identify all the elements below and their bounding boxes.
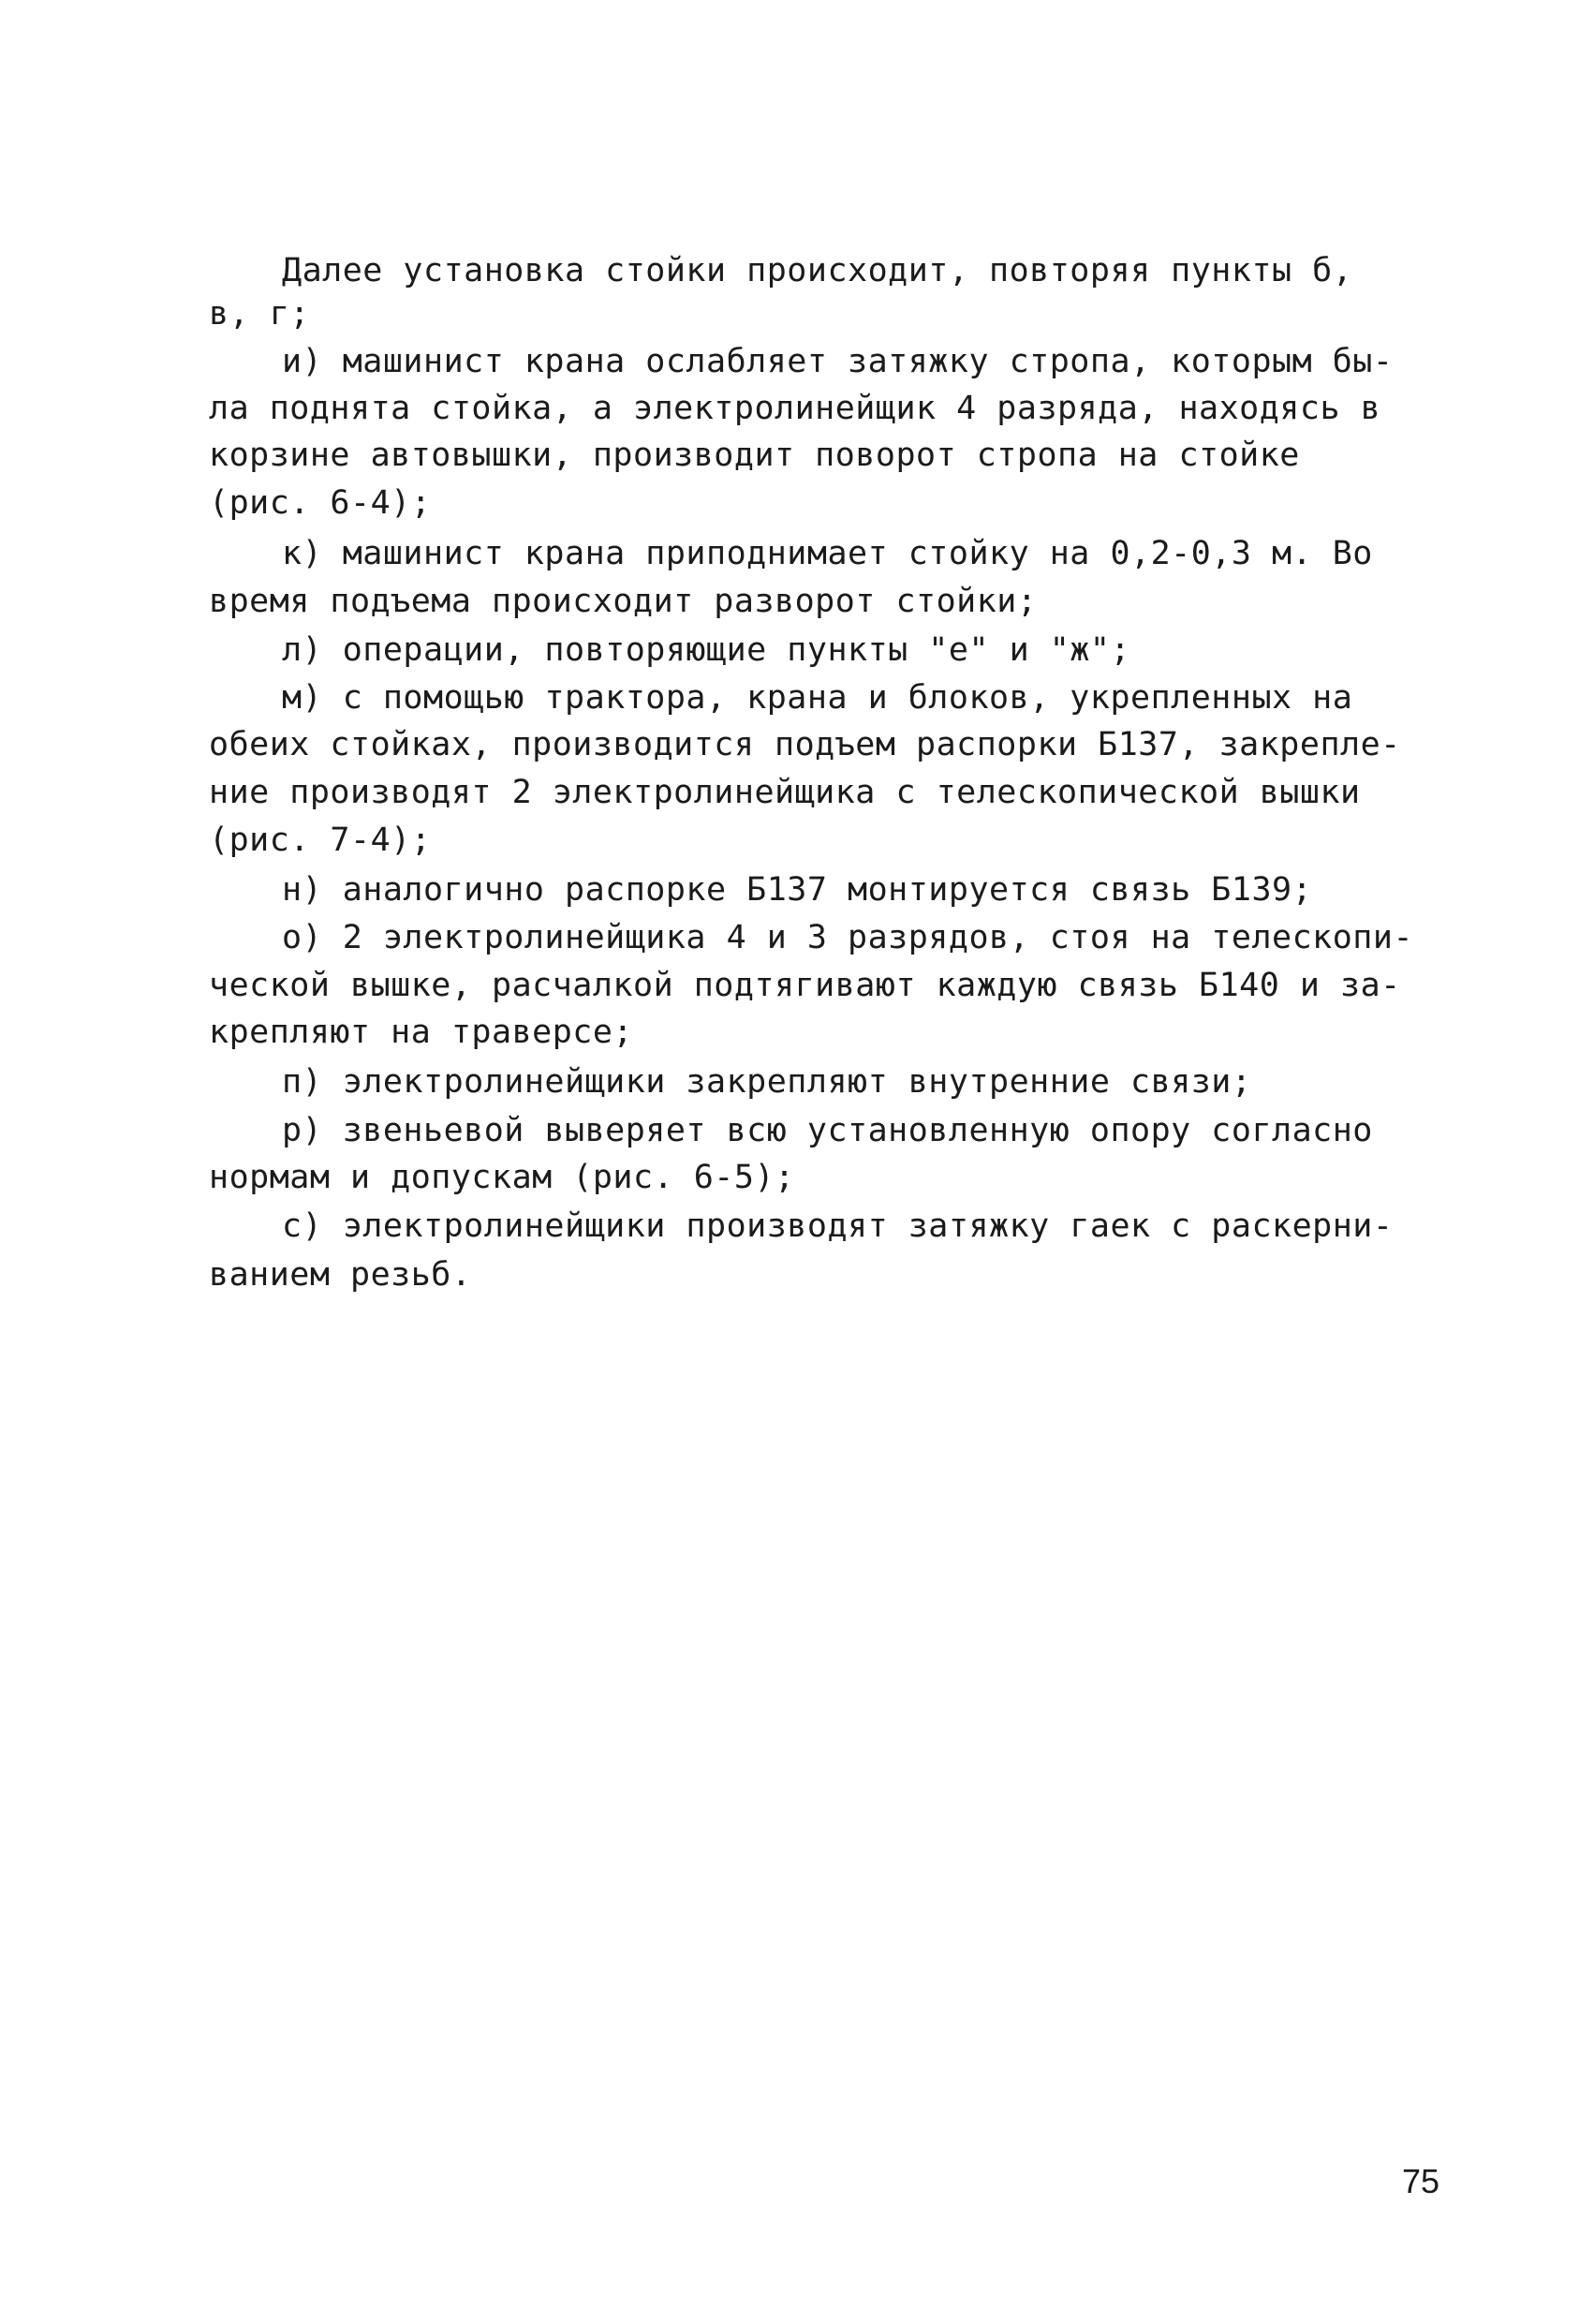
text-line: ла поднята стойка, а электролинейщик 4 разряда, находясь в bbox=[209, 390, 1381, 427]
text-line: ванием резьб. bbox=[209, 1256, 472, 1294]
text-line: к) машинист крана приподнимает стойку на 0,2-0,3 м. Во bbox=[282, 535, 1373, 572]
text-line: р) звеньевой выверяет всю установленную опору согласно bbox=[282, 1112, 1373, 1149]
text-line: время подъема происходит разворот стойки; bbox=[209, 583, 1038, 620]
text-line: п) электролинейщики закрепляют внутренние связи; bbox=[282, 1063, 1252, 1101]
text-line: (рис. 6-4); bbox=[209, 484, 432, 522]
text-line: крепляют на траверсе; bbox=[209, 1014, 634, 1051]
text-line: и) машинист крана ослабляет затяжку стропа, которым бы- bbox=[282, 343, 1394, 380]
text-line: с) электролинейщики производят затяжку гаек с раскерни- bbox=[282, 1207, 1394, 1245]
text-line: ние производят 2 электролинейщика с телескопической вышки bbox=[209, 774, 1361, 811]
page-number: 75 bbox=[1402, 2162, 1440, 2200]
text-line: л) операции, повторяющие пункты "е" и "ж"; bbox=[282, 631, 1131, 669]
text-line: ческой вышке, расчалкой подтягивают каждую связь Б140 и за- bbox=[209, 967, 1401, 1004]
text-line: корзине автовышки, производит поворот стропа на стойке bbox=[209, 437, 1300, 474]
text-line: нормам и допускам (рис. 6-5); bbox=[209, 1159, 795, 1196]
text-line: обеих стойках, производится подъем распорки Б137, закрепле- bbox=[209, 726, 1401, 763]
text-line: м) с помощью трактора, крана и блоков, укрепленных на bbox=[282, 679, 1353, 717]
text-line: (рис. 7-4); bbox=[209, 822, 432, 859]
text-line: Далее установка стойки происходит, повторяя пункты б, bbox=[282, 252, 1353, 289]
text-line: н) аналогично распорке Б137 монтируется связь Б139; bbox=[282, 871, 1313, 909]
text-line: о) 2 электролинейщика 4 и 3 разрядов, стоя на телескопи- bbox=[282, 919, 1414, 956]
text-line: в, г; bbox=[209, 295, 310, 333]
